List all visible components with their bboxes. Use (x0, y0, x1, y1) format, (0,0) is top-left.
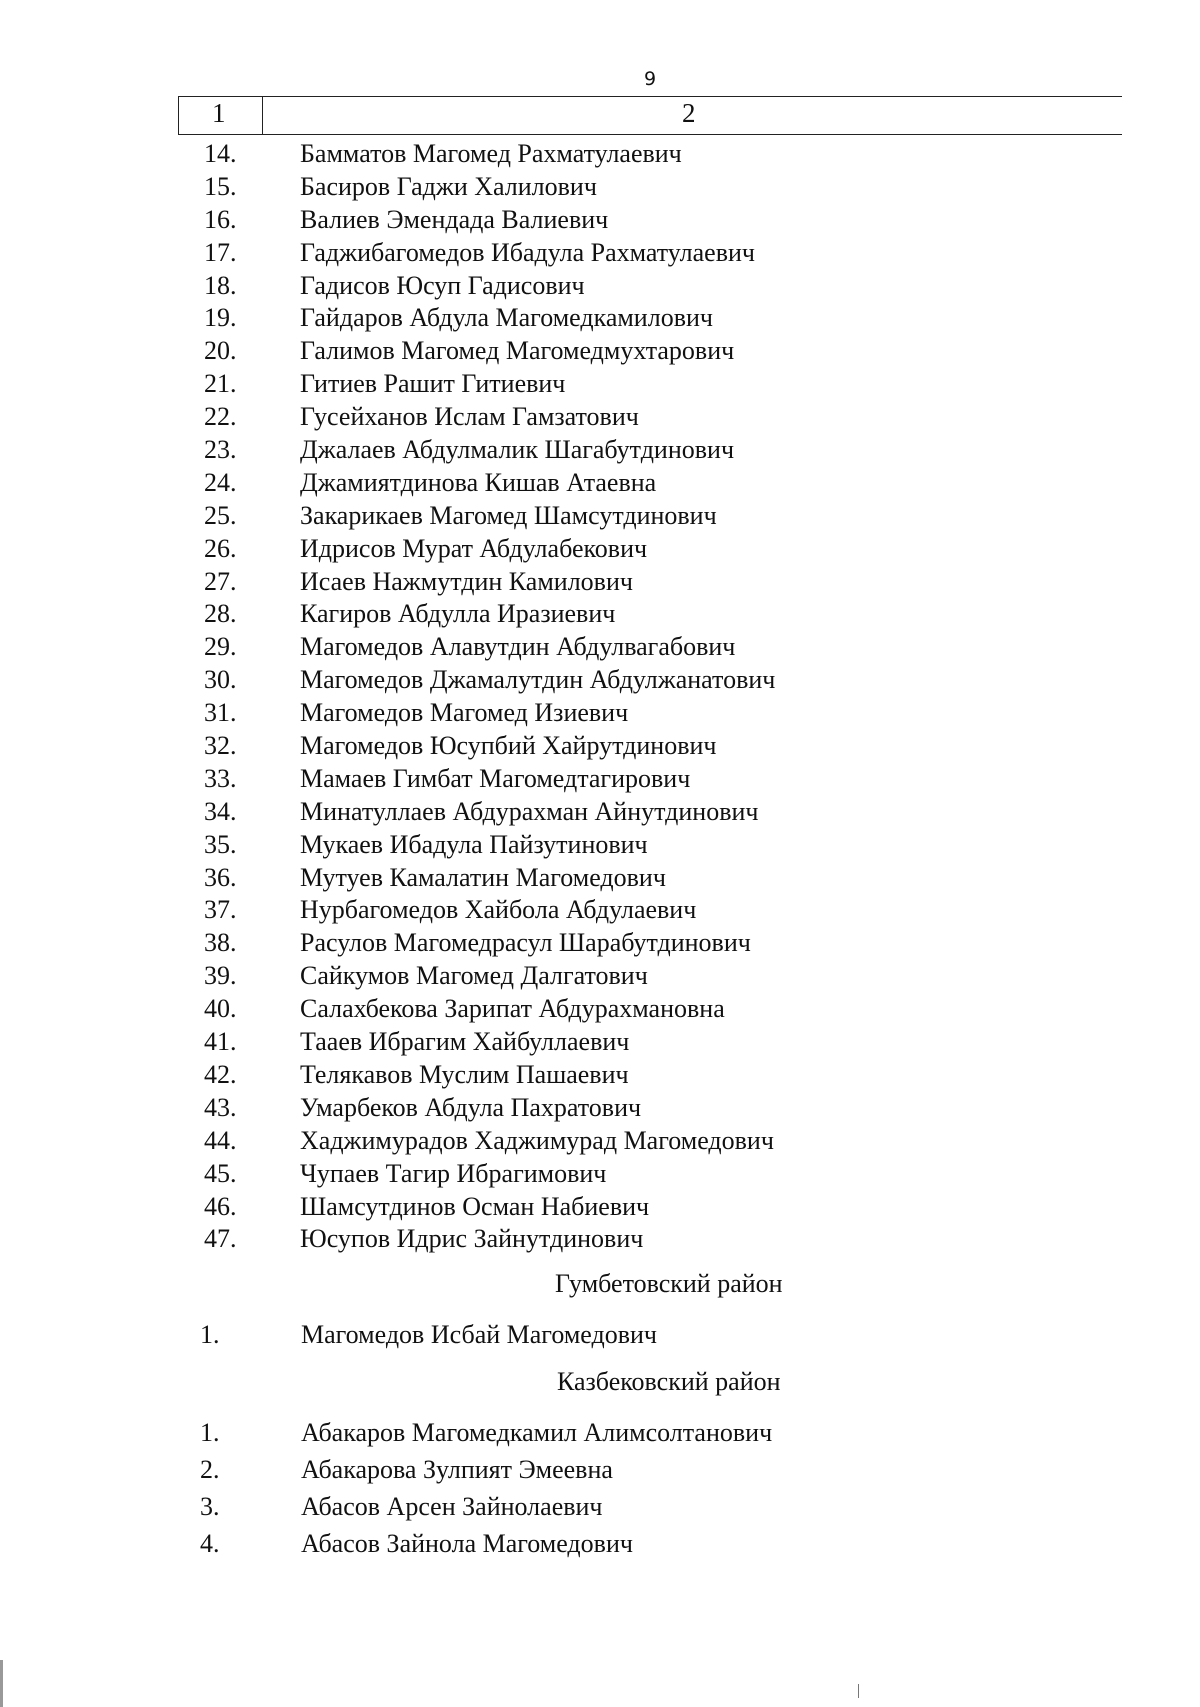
list-item (0, 1059, 1200, 1092)
item-name: Магомедов Магомед Изиевич (300, 698, 629, 728)
item-number: 35. (204, 829, 237, 859)
item-number: 33. (204, 763, 237, 793)
list-item (0, 1223, 1200, 1256)
item-name: Тааев Ибрагим Хайбуллаевич (300, 1027, 630, 1057)
list-item (0, 697, 1200, 730)
item-name: Джамиятдинова Кишав Атаевна (300, 467, 657, 497)
item-number: 23. (204, 435, 237, 465)
item-number: 39. (204, 961, 237, 991)
list-item (0, 1488, 1200, 1525)
item-name: Бамматов Магомед Рахматулаевич (300, 139, 682, 168)
item-number: 18. (204, 270, 237, 300)
item-name: Салахбекова Зарипат Абдурахмановна (300, 994, 725, 1024)
item-name: Гусейханов Ислам Гамзатович (300, 402, 639, 432)
item-name: Гаджибагомедов Ибадула Рахматулаевич (300, 237, 755, 267)
item-name: Исаев Нажмутдин Камилович (300, 566, 633, 596)
list-item (0, 1125, 1200, 1158)
list-item (0, 1158, 1200, 1191)
item-number: 2. (200, 1455, 220, 1484)
list-item (0, 993, 1200, 1026)
column-header-1: 1 (212, 98, 226, 128)
item-name: Гитиев Рашит Гитиевич (300, 369, 566, 399)
item-name: Минатуллаев Абдурахман Айнутдинович (300, 796, 759, 826)
list-item (0, 1525, 1200, 1562)
item-number: 43. (204, 1092, 237, 1122)
item-number: 16. (204, 204, 237, 234)
item-name: Закарикаев Магомед Шамсутдинович (300, 500, 717, 530)
page-number: 9 (644, 68, 657, 90)
list-item (0, 1092, 1200, 1125)
item-name: Басиров Гаджи Халилович (300, 171, 597, 201)
item-number: 29. (204, 632, 237, 662)
table-column-divider (262, 96, 263, 134)
list-item (0, 1026, 1200, 1059)
list-item (0, 960, 1200, 993)
scan-artifact-edge (0, 1660, 3, 1707)
list-item (0, 270, 1200, 303)
item-name: Хаджимурадов Хаджимурад Магомедович (300, 1125, 774, 1155)
item-name: Юсупов Идрис Зайнутдинович (300, 1224, 644, 1254)
item-name: Идрисов Мурат Абдулабекович (300, 533, 648, 563)
list-item (0, 138, 1200, 171)
table-left-edge (178, 96, 179, 134)
item-number: 41. (204, 1027, 237, 1057)
item-number: 22. (204, 402, 237, 432)
list-item (0, 1414, 1200, 1451)
list-item (0, 533, 1200, 566)
item-name: Валиев Эмендада Валиевич (300, 204, 609, 234)
item-number: 1. (200, 1418, 220, 1447)
item-name: Абасов Арсен Зайнолаевич (301, 1492, 603, 1521)
item-name: Мамаев Гимбат Магомедтагирович (300, 763, 691, 793)
item-number: 36. (204, 862, 237, 892)
list-item (0, 862, 1200, 895)
list-item (0, 566, 1200, 599)
list-item (0, 894, 1200, 927)
item-number: 25. (204, 500, 237, 530)
scan-artifact-mark (858, 1684, 859, 1698)
district-heading-gumbet: Гумбетовский район (555, 1269, 783, 1298)
item-name: Нурбагомедов Хайбола Абдулаевич (300, 895, 697, 925)
item-name: Мукаев Ибадула Пайзутинович (300, 829, 648, 859)
item-name: Магомедов Исбай Магомедович (301, 1320, 657, 1349)
item-number: 26. (204, 533, 237, 563)
district-heading-kazbek: Казбековский район (557, 1367, 781, 1396)
item-name: Галимов Магомед Магомедмухтарович (300, 336, 735, 366)
list-item (0, 1451, 1200, 1488)
item-number: 31. (204, 698, 237, 728)
item-name: Джалаев Абдулмалик Шагабутдинович (300, 435, 735, 465)
list-item (0, 500, 1200, 533)
item-name: Магомедов Джамалутдин Абдулжанатович (300, 665, 776, 695)
list-item (0, 763, 1200, 796)
item-number: 30. (204, 665, 237, 695)
column-header-2: 2 (682, 98, 696, 128)
item-name: Магомедов Алавутдин Абдулвагабович (300, 632, 736, 662)
item-name: Чупаев Тагир Ибрагимович (300, 1158, 607, 1188)
item-name: Шамсутдинов Осман Набиевич (300, 1191, 650, 1221)
list-item (0, 927, 1200, 960)
item-number: 19. (204, 303, 237, 333)
list-item (0, 664, 1200, 697)
item-number: 47. (204, 1224, 237, 1254)
item-number: 45. (204, 1158, 237, 1188)
item-name: Гайдаров Абдула Магомедкамилович (300, 303, 713, 333)
district-list-gumbet (0, 1316, 1200, 1353)
list-item (0, 1316, 1200, 1353)
item-number: 44. (204, 1125, 237, 1155)
list-item (0, 796, 1200, 829)
item-name: Гадисов Юсуп Гадисович (300, 270, 585, 300)
district-list-kazbek (0, 1414, 1200, 1562)
list-item (0, 1191, 1200, 1224)
item-number: 1. (200, 1320, 220, 1349)
list-item (0, 730, 1200, 763)
item-number: 4. (200, 1529, 220, 1558)
item-number: 3. (200, 1492, 220, 1521)
item-number: 21. (204, 369, 237, 399)
item-name: Телякавов Муслим Пашаевич (300, 1059, 629, 1089)
list-item (0, 171, 1200, 204)
item-number: 38. (204, 928, 237, 958)
item-name: Мутуев Камалатин Магомедович (300, 862, 666, 892)
item-number: 46. (204, 1191, 237, 1221)
table-top-rule (178, 96, 1122, 97)
item-name: Абакаров Магомедкамил Алимсолтанович (301, 1418, 773, 1447)
list-item (0, 434, 1200, 467)
item-number: 20. (204, 336, 237, 366)
item-number: 17. (204, 237, 237, 267)
list-item (0, 401, 1200, 434)
list-item (0, 335, 1200, 368)
item-number: 28. (204, 599, 237, 629)
item-name: Умарбеков Абдула Пахратович (300, 1092, 642, 1122)
item-number: 32. (204, 731, 237, 761)
item-number: 24. (204, 467, 237, 497)
list-item (0, 598, 1200, 631)
item-number: 34. (204, 796, 237, 826)
item-number: 37. (204, 895, 237, 925)
item-number: 14. (204, 139, 237, 168)
list-item (0, 467, 1200, 500)
item-name: Магомедов Юсупбий Хайрутдинович (300, 731, 717, 761)
list-item (0, 368, 1200, 401)
item-name: Расулов Магомедрасул Шарабутдинович (300, 928, 751, 958)
list-item (0, 237, 1200, 270)
list-item (0, 302, 1200, 335)
item-name: Абакарова Зулпият Эмеевна (301, 1455, 613, 1484)
table-header-rule (178, 134, 1122, 135)
item-number: 15. (204, 171, 237, 201)
item-number: 40. (204, 994, 237, 1024)
list-item (0, 631, 1200, 664)
list-item (0, 829, 1200, 862)
name-list (0, 138, 1200, 1256)
item-name: Кагиров Абдулла Иразиевич (300, 599, 616, 629)
list-item (0, 204, 1200, 237)
item-number: 27. (204, 566, 237, 596)
item-name: Сайкумов Магомед Далгатович (300, 961, 648, 991)
item-number: 42. (204, 1059, 237, 1089)
item-name: Абасов Зайнола Магомедович (301, 1529, 633, 1558)
